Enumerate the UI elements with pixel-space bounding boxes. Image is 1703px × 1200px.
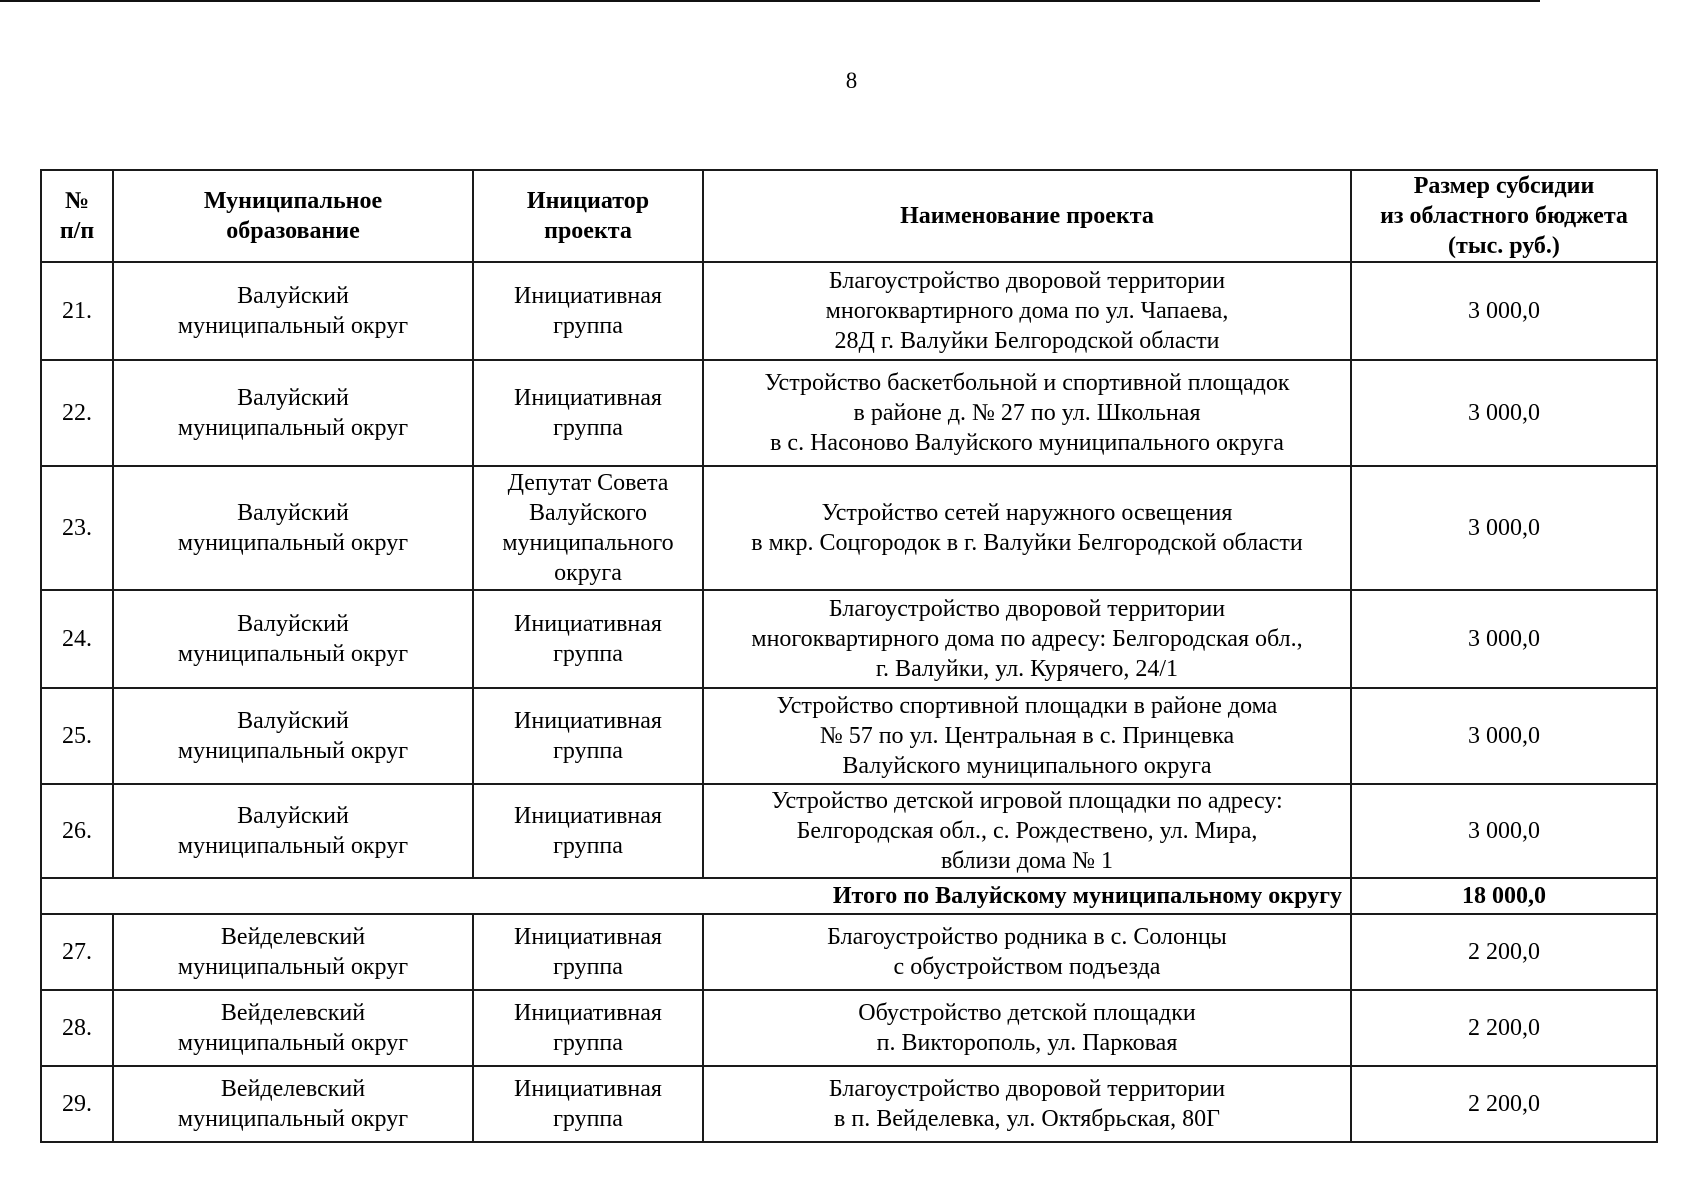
row-number: 26. [41, 784, 113, 878]
cell-line: группа [553, 833, 623, 859]
municipality-cell [113, 1066, 473, 1142]
amount-cell: 3 000,0 [1351, 784, 1657, 878]
header-num [41, 170, 113, 262]
table-row [41, 590, 1657, 688]
header-line: Инициатор [526, 188, 650, 214]
amount-cell: 2 200,0 [1351, 990, 1657, 1066]
cell-line: в мкр. Соцгородок в г. Валуйки Белгородской области [751, 530, 1303, 556]
project-cell [703, 360, 1351, 466]
cell-line: муниципальный округ [177, 641, 409, 667]
cell-line: группа [553, 313, 623, 339]
cell-line: Благоустройство дворовой территории [828, 596, 1226, 622]
cell-line: Депутат Совета [507, 470, 669, 496]
table-body [41, 262, 1657, 1142]
cell-line: муниципальный округ [177, 1106, 409, 1132]
cell-line: многоквартирного дома по адресу: Белгородская обл., [751, 626, 1303, 652]
table-row [41, 990, 1657, 1066]
cell-line: группа [553, 415, 623, 441]
amount-cell: 3 000,0 [1351, 590, 1657, 688]
header-line: Муниципальное [203, 188, 383, 214]
cell-line: муниципального [502, 530, 674, 556]
municipality-cell [113, 360, 473, 466]
municipality-cell [113, 466, 473, 590]
cell-line: группа [553, 1106, 623, 1132]
cell-line: Устройство детской игровой площадки по адресу: [771, 788, 1283, 814]
cell-line: Валуйский [237, 708, 349, 734]
cell-line: муниципальный округ [177, 313, 409, 339]
cell-line: Устройство сетей наружного освещения [821, 500, 1233, 526]
cell-line: Валуйский [237, 611, 349, 637]
header-line: Наименование проекта [900, 203, 1154, 229]
cell-line: вблизи дома № 1 [940, 848, 1114, 874]
row-number: 23. [41, 466, 113, 590]
initiator-cell [473, 360, 703, 466]
cell-line: Валуйского муниципального округа [842, 753, 1212, 779]
municipality-cell [113, 688, 473, 784]
table-row [41, 784, 1657, 878]
initiator-cell [473, 688, 703, 784]
cell-line: муниципальный округ [177, 833, 409, 859]
total-amount: 18 000,0 [1351, 878, 1657, 914]
row-number: 24. [41, 590, 113, 688]
municipality-cell [113, 262, 473, 360]
amount-cell: 2 200,0 [1351, 1066, 1657, 1142]
cell-line: многоквартирного дома по ул. Чапаева, [825, 298, 1229, 324]
subsidy-table [40, 169, 1658, 1143]
cell-line: п. Викторополь, ул. Парковая [876, 1030, 1178, 1056]
cell-line: Вейделевский [220, 1076, 366, 1102]
amount-cell: 3 000,0 [1351, 466, 1657, 590]
project-cell [703, 688, 1351, 784]
municipality-cell [113, 990, 473, 1066]
total-label: Итого по Валуйскому муниципальному округу [41, 878, 1351, 914]
initiator-cell [473, 466, 703, 590]
cell-line: 28Д г. Валуйки Белгородской области [834, 328, 1220, 354]
cell-line: округа [554, 560, 622, 586]
cell-line: муниципальный округ [177, 415, 409, 441]
cell-line: муниципальный округ [177, 530, 409, 556]
cell-line: Инициативная [514, 924, 662, 950]
amount-cell: 3 000,0 [1351, 688, 1657, 784]
row-number: 21. [41, 262, 113, 360]
total-row [41, 878, 1657, 914]
header-line: из областного бюджета [1380, 203, 1628, 229]
cell-line: Благоустройство дворовой территории [828, 268, 1226, 294]
cell-line: Устройство спортивной площадки в районе дома [776, 693, 1278, 719]
cell-line: Инициативная [514, 283, 662, 309]
header-municipality [113, 170, 473, 262]
cell-line: группа [553, 641, 623, 667]
cell-line: Благоустройство дворовой территории [828, 1076, 1226, 1102]
cell-line: Вейделевский [220, 1000, 366, 1026]
municipality-cell [113, 784, 473, 878]
cell-line: Инициативная [514, 803, 662, 829]
header-line: проекта [544, 218, 632, 244]
amount-cell: 3 000,0 [1351, 262, 1657, 360]
cell-line: муниципальный округ [177, 738, 409, 764]
cell-line: Валуйский [237, 385, 349, 411]
cell-line: в районе д. № 27 по ул. Школьная [853, 400, 1201, 426]
page-number: 8 [845, 68, 858, 93]
row-number: 25. [41, 688, 113, 784]
table-header [41, 170, 1657, 262]
cell-line: группа [553, 954, 623, 980]
project-cell [703, 1066, 1351, 1142]
cell-line: в с. Насоново Валуйского муниципального округа [770, 430, 1284, 456]
cell-line: муниципальный округ [177, 954, 409, 980]
cell-line: Инициативная [514, 708, 662, 734]
project-cell [703, 784, 1351, 878]
cell-line: в п. Вейделевка, ул. Октябрьская, 80Г [834, 1106, 1220, 1132]
cell-line: Инициативная [514, 1076, 662, 1102]
table-row [41, 262, 1657, 360]
header-line: (тыс. руб.) [1448, 233, 1560, 259]
cell-line: группа [553, 1030, 623, 1056]
cell-line: Устройство баскетбольной и спортивной площадок [764, 370, 1290, 396]
cell-line: г. Валуйки, ул. Курячего, 24/1 [875, 656, 1179, 682]
amount-cell: 2 200,0 [1351, 914, 1657, 990]
cell-line: муниципальный округ [177, 1030, 409, 1056]
header-row [41, 170, 1657, 262]
project-cell [703, 990, 1351, 1066]
municipality-cell [113, 590, 473, 688]
top-border-line [0, 0, 1540, 2]
table-row [41, 688, 1657, 784]
initiator-cell [473, 262, 703, 360]
header-project [703, 170, 1351, 262]
cell-line: Инициативная [514, 611, 662, 637]
cell-line: Валуйский [237, 283, 349, 309]
header-line: образование [226, 218, 360, 244]
header-line: № [64, 188, 90, 214]
header-subsidy [1351, 170, 1657, 262]
cell-line: Инициативная [514, 385, 662, 411]
cell-line: Инициативная [514, 1000, 662, 1026]
row-number: 27. [41, 914, 113, 990]
table-row [41, 914, 1657, 990]
cell-line: с обустройством подъезда [893, 954, 1161, 980]
table-row [41, 1066, 1657, 1142]
project-cell [703, 590, 1351, 688]
cell-line: Валуйский [237, 500, 349, 526]
header-line: Размер субсидии [1413, 173, 1595, 199]
row-number: 28. [41, 990, 113, 1066]
cell-line: группа [553, 738, 623, 764]
initiator-cell [473, 914, 703, 990]
header-initiator [473, 170, 703, 262]
initiator-cell [473, 1066, 703, 1142]
cell-line: Валуйский [237, 803, 349, 829]
header-line: п/п [59, 218, 95, 244]
municipality-cell [113, 914, 473, 990]
initiator-cell [473, 784, 703, 878]
initiator-cell [473, 990, 703, 1066]
cell-line: Обустройство детской площадки [858, 1000, 1196, 1026]
project-cell [703, 262, 1351, 360]
initiator-cell [473, 590, 703, 688]
project-cell [703, 914, 1351, 990]
table-row [41, 466, 1657, 590]
cell-line: Валуйского [528, 500, 648, 526]
amount-cell: 3 000,0 [1351, 360, 1657, 466]
cell-line: № 57 по ул. Центральная в с. Принцевка [819, 723, 1235, 749]
cell-line: Благоустройство родника в с. Солонцы [827, 924, 1227, 950]
project-cell [703, 466, 1351, 590]
cell-line: Вейделевский [220, 924, 366, 950]
row-number: 22. [41, 360, 113, 466]
table-row [41, 360, 1657, 466]
row-number: 29. [41, 1066, 113, 1142]
cell-line: Белгородская обл., с. Рождествено, ул. Мира, [796, 818, 1258, 844]
